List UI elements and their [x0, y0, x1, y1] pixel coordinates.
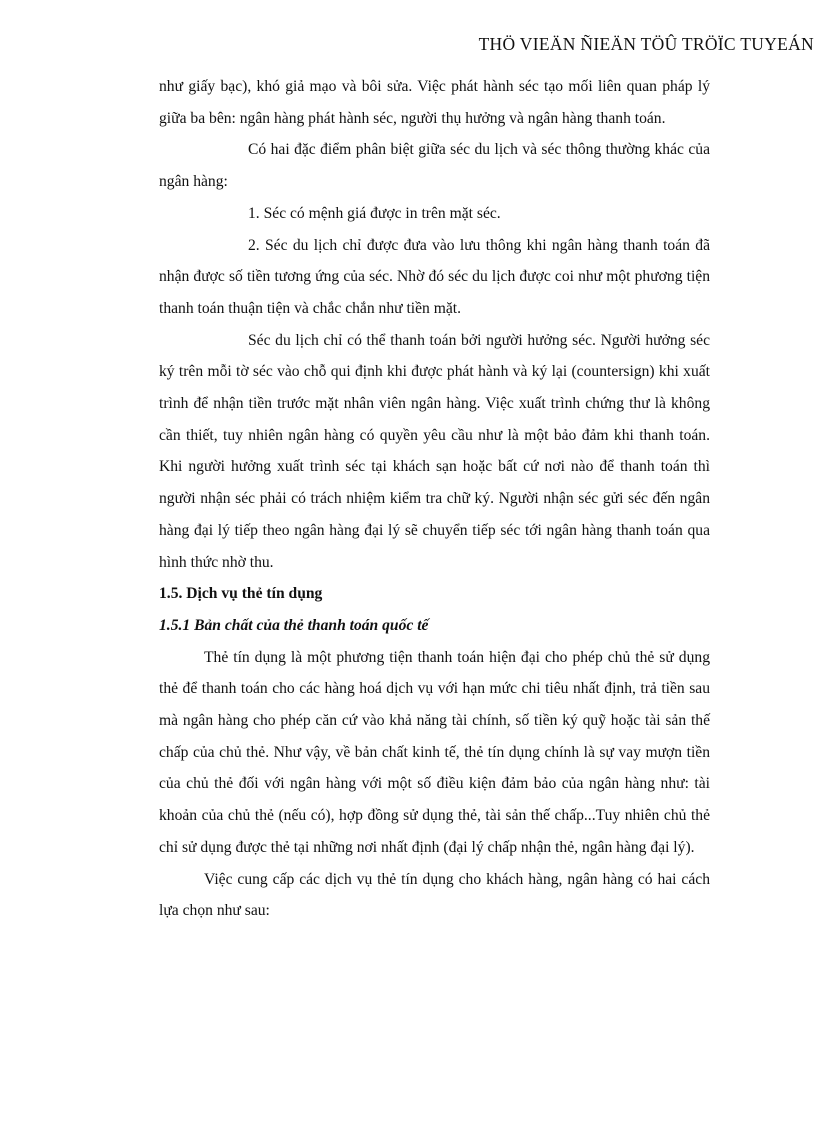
page-header: THÖ VIEÄN ÑIEÄN TÖÛ TRÖÏC TUYEÁN [478, 34, 814, 54]
document-body [159, 71, 710, 927]
list-item-2: 2. Séc du lịch chỉ được đưa vào lưu thông khi ngân hàng thanh toán đã nhận được số tiền tương ứng của séc. Nhờ đó séc du lịch được coi như một phương tiện thanh toán thuận tiện và chắc chắn như tiền mặt. [159, 236, 710, 317]
paragraph-bank-options: Việc cung cấp các dịch vụ thẻ tín dụng cho khách hàng, ngân hàng có hai cách lựa chọn như sau: [159, 870, 710, 920]
list-item-1: 1. Séc có mệnh giá được in trên mặt séc. [248, 204, 501, 222]
paragraph-characteristics-intro: Có hai đặc điểm phân biệt giữa séc du lịch và séc thông thường khác của ngân hàng: [159, 141, 710, 191]
paragraph-travel-cheque-payment: Séc du lịch chỉ có thể thanh toán bởi người hưởng séc. Người hưởng séc ký trên mỗi tờ séc vào chỗ qui định khi được phát hành và ký lại (countersign) khi xuất trình để nhận tiền trước mặt nhân viên ngân hàng. Việc xuất trình chứng thư là không cần thiết, tuy nhiên ngân hàng có quyền yêu cầu như là một bảo đảm khi thanh toán. Khi người hưởng xuất trình séc tại khách sạn hoặc bất cứ nơi nào để thanh toán thì người nhận séc phải có trách nhiệm kiểm tra chữ ký. Người nhận séc gửi séc đến ngân hàng đại lý tiếp theo ngân hàng đại lý sẽ chuyển tiếp séc tới ngân hàng thanh toán qua hình thức nhờ thu. [159, 331, 710, 571]
paragraph-continuation: như giấy bạc), khó giả mạo và bôi sửa. Việc phát hành séc tạo mối liên quan pháp lý giữa ba bên: ngân hàng phát hành séc, người thụ hưởng và ngân hàng thanh toán. [159, 78, 710, 127]
subsection-heading: 1.5.1 Bản chất của thẻ thanh toán quốc tế [159, 616, 429, 634]
paragraph-credit-card-definition: Thẻ tín dụng là một phương tiện thanh toán hiện đại cho phép chủ thẻ sử dụng thẻ để thanh toán cho các hàng hoá dịch vụ với hạn mức chi tiêu nhất định, trả tiền sau mà ngân hàng cho phép căn cứ vào khả năng tài chính, số tiền ký quỹ hoặc tài sản thế chấp của chủ thẻ. Như vậy, về bản chất kinh tế, thẻ tín dụng chính là sự vay mượn tiền của chủ thẻ đối với ngân hàng với một số điều kiện đảm bảo của ngân hàng như: tài khoản của chủ thẻ (nếu có), hợp đồng sử dụng thẻ, tài sản thế chấp...Tuy nhiên chủ thẻ chỉ sử dụng được thẻ tại những nơi nhất định (đại lý chấp nhận thẻ, ngân hàng đại lý). [159, 648, 710, 856]
section-heading: 1.5. Dịch vụ thẻ tín dụng [159, 585, 323, 603]
